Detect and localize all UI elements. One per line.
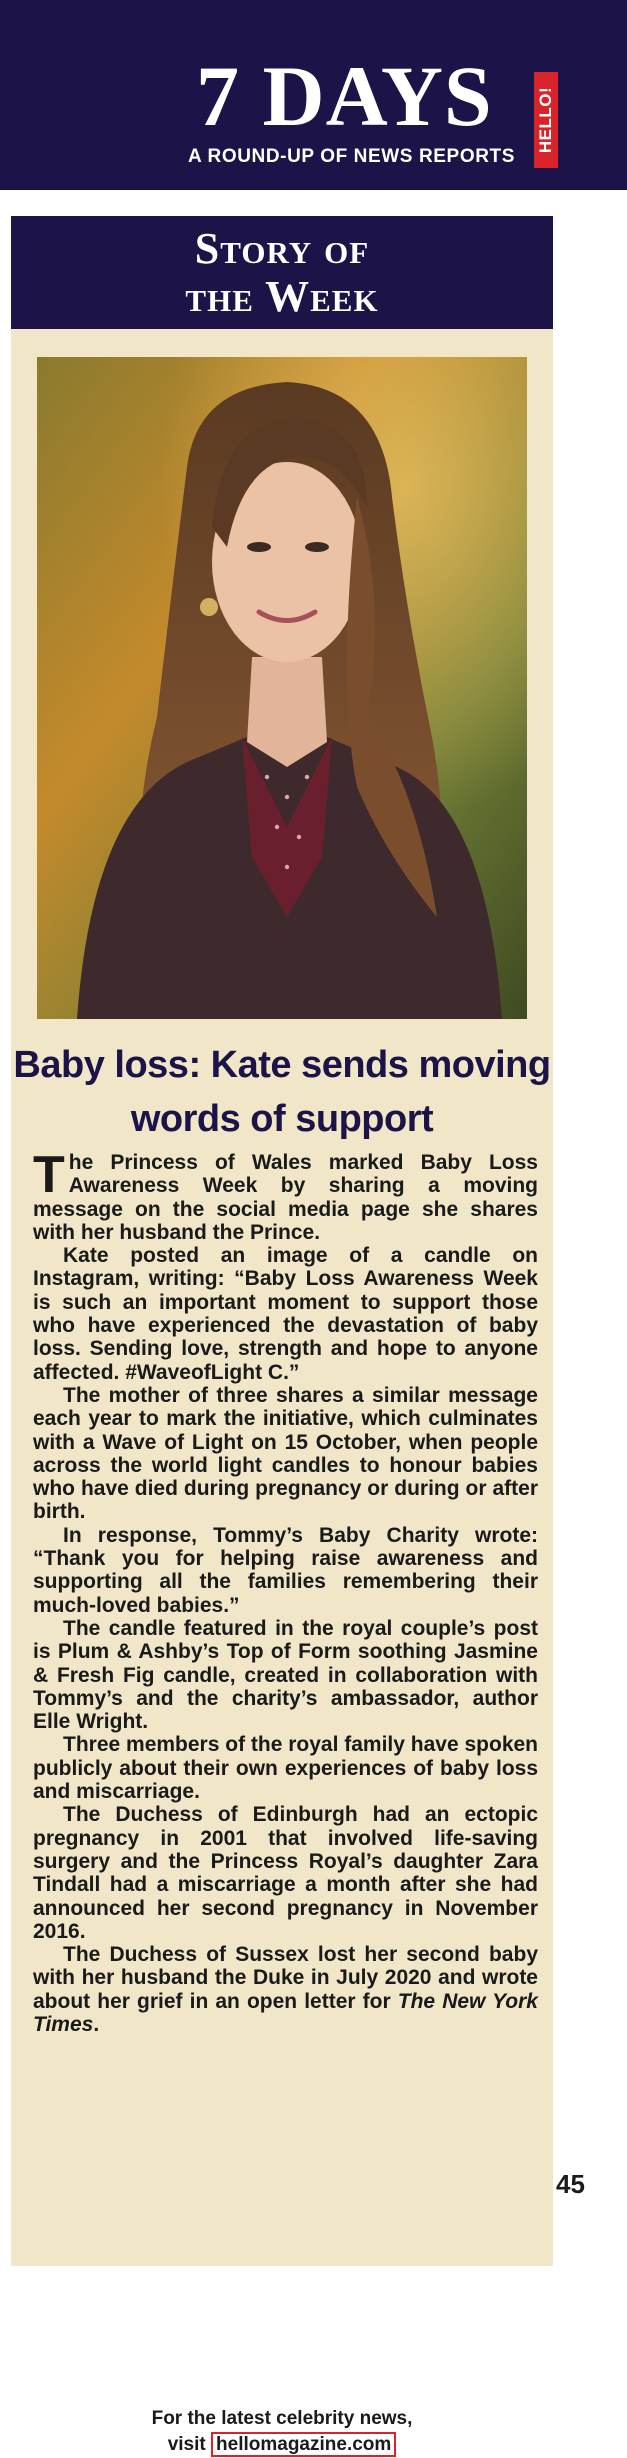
masthead-subtitle: A ROUND-UP OF NEWS REPORTS bbox=[188, 146, 516, 167]
hello-badge-label: HELLO! bbox=[536, 86, 555, 154]
masthead bbox=[0, 0, 627, 190]
page-number: 45 bbox=[556, 2169, 585, 2199]
paragraph-2: Kate posted an image of a candle on Instagram, writing: “Baby Loss Awareness Week is such an important moment to support those who have experienced the devastation of baby loss. Sending love, strength and hope to anyone affected. #WaveofLight C.” bbox=[33, 1244, 538, 1384]
brand-logo: 7 DAYS bbox=[196, 48, 493, 144]
footer-note bbox=[11, 2406, 553, 2458]
paragraph-7: The Duchess of Edinburgh had an ectopic pregnancy in 2001 that involved life-saving surgery and the Princess Royal’s daughter Zara Tindall had a miscarriage a month after she had announced her second pregnancy in November 2016. bbox=[33, 1803, 538, 1943]
publication-name: The New York Times bbox=[33, 1989, 538, 2036]
paragraph-6: Three members of the royal family have spoken publicly about their own experiences of baby loss and miscarriage. bbox=[33, 1733, 539, 1804]
story-card bbox=[11, 216, 553, 2455]
footer-line2: visit hellomagazine.com bbox=[11, 2432, 553, 2458]
hello-badge bbox=[534, 72, 558, 168]
paragraph-5: The candle featured in the royal couple’s post is Plum & Ashby’s Top of Form soothing Jasmine & Fresh Fig candle, created in collaboration with Tommy’s and the charity’s ambassador, author Elle Wright. bbox=[33, 1616, 538, 1734]
story-photo bbox=[37, 357, 527, 1019]
footer-line1: For the latest celebrity news, bbox=[151, 2408, 413, 2429]
story-body bbox=[33, 1146, 539, 2036]
paragraph-1: The Princess of Wales marked Baby Loss Awareness Week by sharing a moving message on the social media page she shares with her husband the Prince. bbox=[33, 1146, 538, 1244]
website-link[interactable]: hellomagazine.com bbox=[211, 2432, 396, 2457]
section-title bbox=[11, 225, 553, 321]
section-title-line2: the Week bbox=[185, 272, 379, 321]
section-header bbox=[11, 216, 553, 329]
paragraph-8: The Duchess of Sussex lost her second baby with her husband the Duke in July 2020 and wrote about her grief in an open letter for The New York Times. bbox=[33, 1943, 538, 2036]
paragraph-4: In response, Tommy’s Baby Charity wrote: “Thank you for helping raise awareness and supporting all the families remembering their much-loved babies.” bbox=[33, 1523, 538, 1617]
paragraph-3: The mother of three shares a similar message each year to mark the initiative, which culminates with a Wave of Light on 15 October, when people across the world light candles to honour babies who have died during pregnancy or during or after birth. bbox=[33, 1383, 538, 1524]
story-headline: Baby loss: Kate sends moving words of support bbox=[13, 1044, 551, 1140]
section-title-line1: Story of bbox=[194, 224, 370, 273]
drop-cap: T bbox=[33, 1146, 65, 1204]
